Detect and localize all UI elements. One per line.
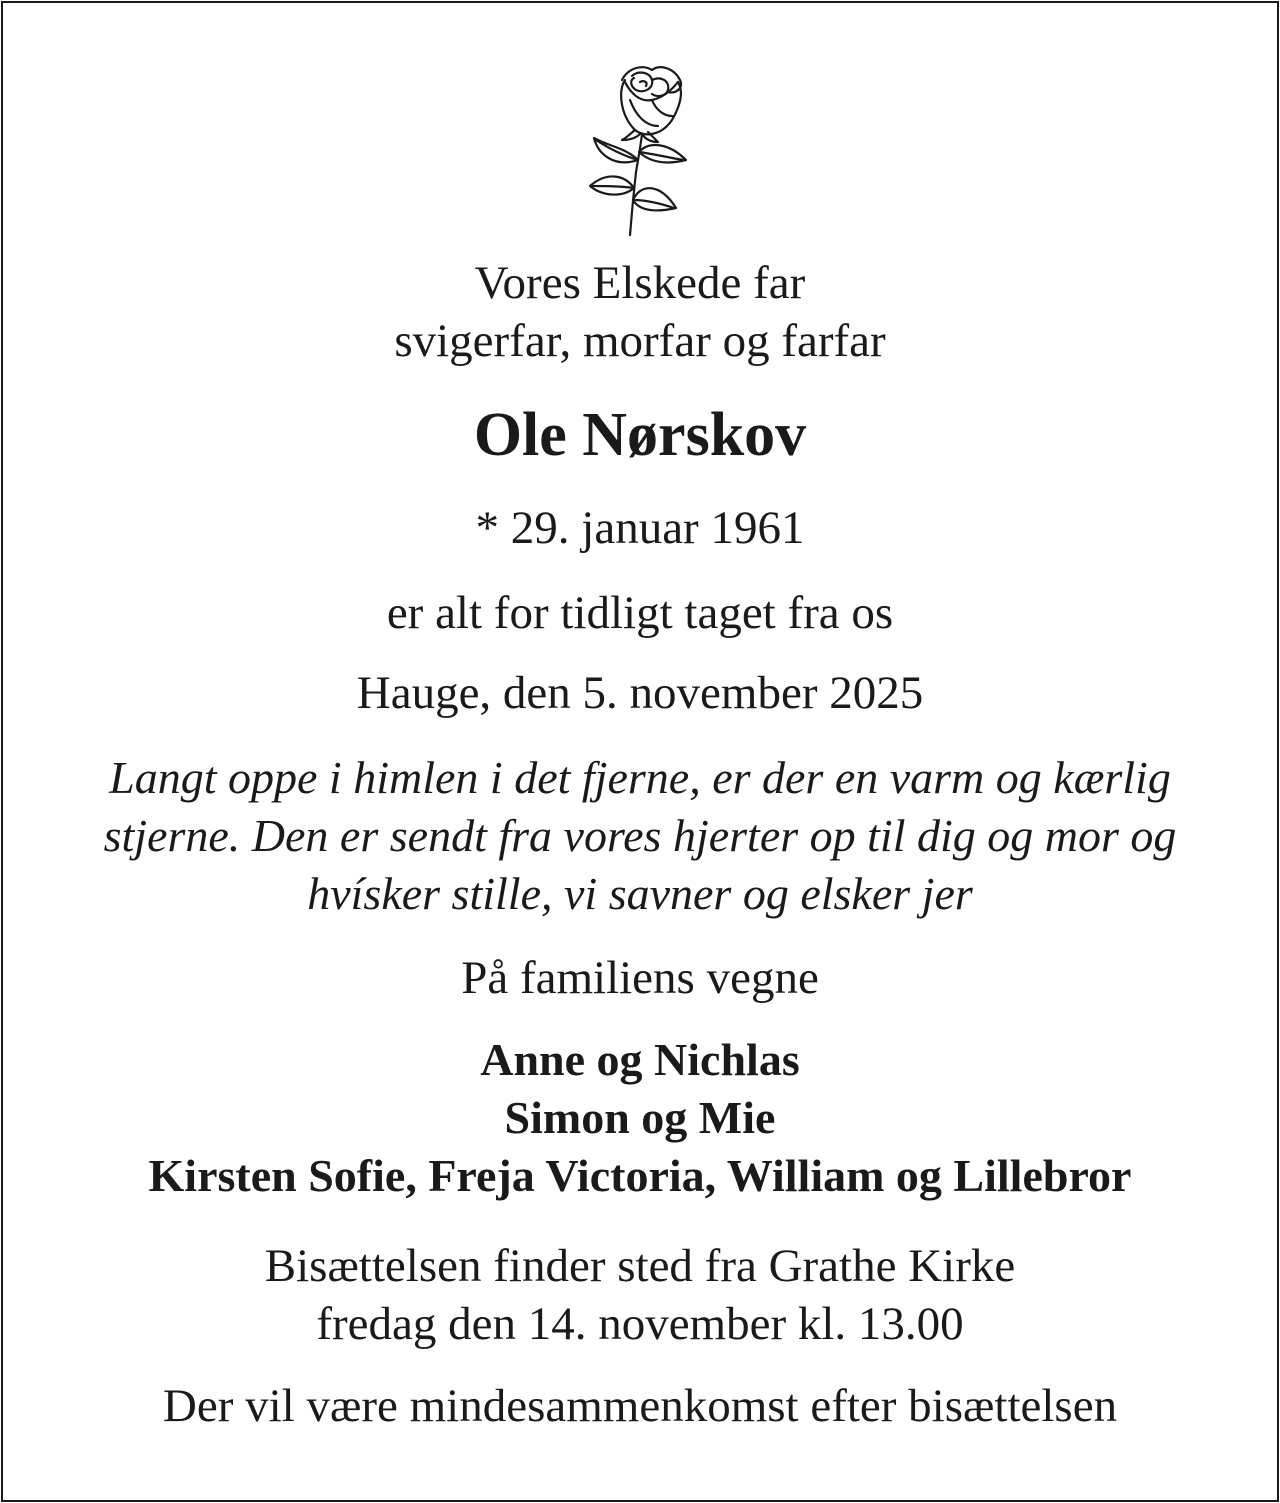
rose-icon [580,60,700,240]
funeral-line-2: fredag den 14. november kl. 13.00 [316,1298,964,1350]
funeral-line-1: Bisættelsen finder sted fra Grathe Kirke [264,1240,1016,1292]
signatory-line-2: Simon og Mie [504,1092,776,1143]
intro-line-1: Vores Elskede far [474,257,806,309]
announcement-text: er alt for tidligt taget fra os [386,587,894,639]
verse-line-3: hvísker stille, vi savner og elsker jer [307,868,973,919]
family-intro: På familiens vegne [461,952,819,1004]
verse-line-1: Langt oppe i himlen i det fjerne, er der en varm og kærlig [109,752,1171,803]
birth-date: * 29. januar 1961 [475,502,805,554]
verse-line-2: stjerne. Den er sendt fra vores hjerter op til dig og mor og [103,810,1177,861]
memorial-text: Der vil være mindesammenkomst efter bisættelsen [162,1380,1118,1432]
place-date: Hauge, den 5. november 2025 [356,667,924,719]
deceased-name: Ole Nørskov [473,401,807,469]
signatory-line-1: Anne og Nichlas [480,1034,800,1085]
signatory-line-3: Kirsten Sofie, Freja Victoria, William og Lillebror [148,1150,1132,1201]
intro-line-2: svigerfar, morfar og farfar [394,315,886,367]
